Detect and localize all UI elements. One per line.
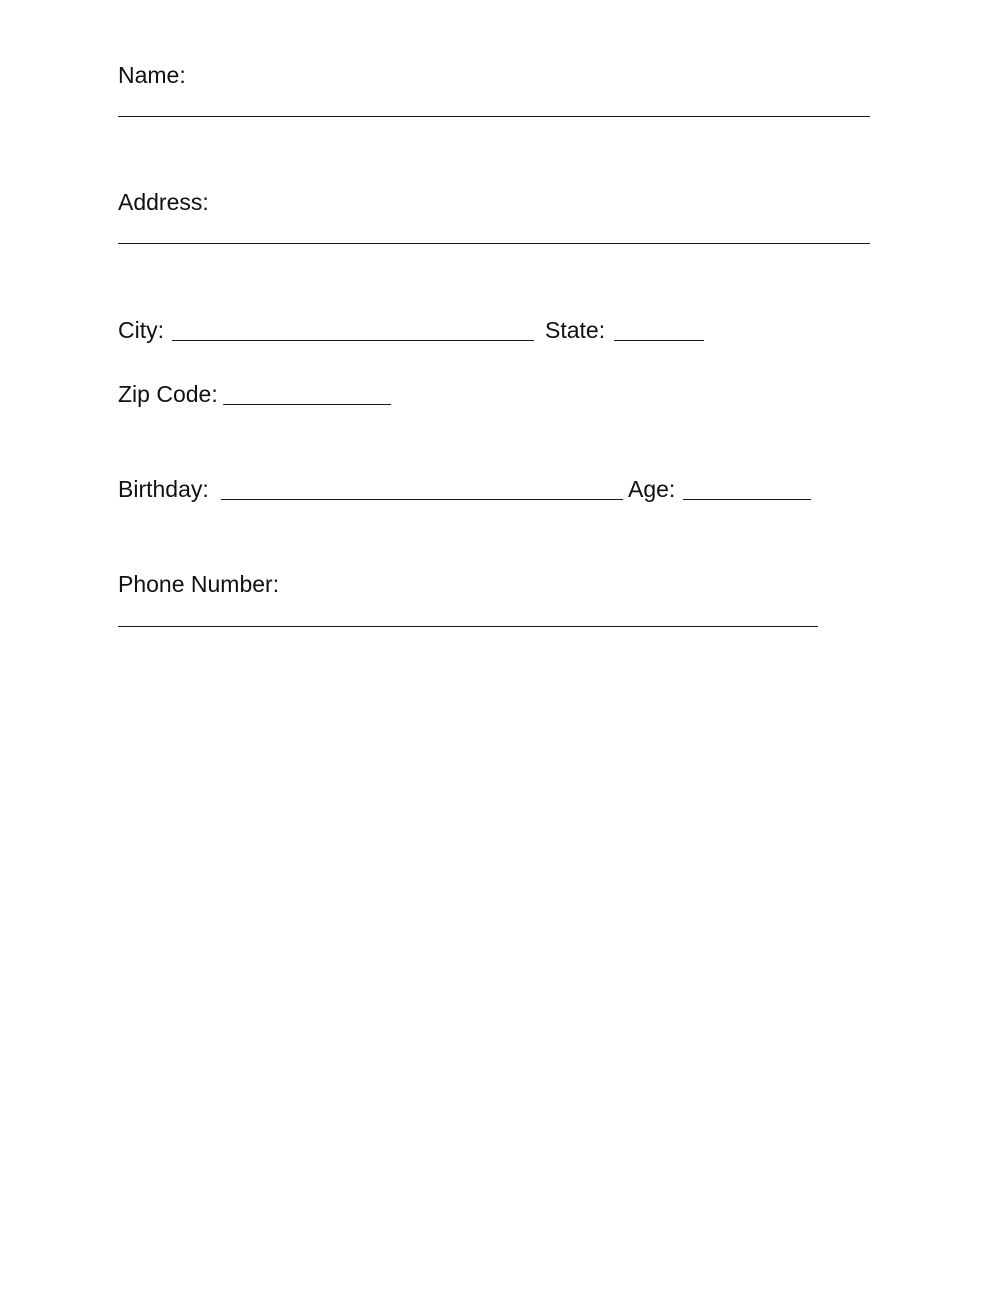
city-label: City:: [118, 317, 164, 343]
address-field-line[interactable]: [118, 243, 870, 244]
phone-number-field-line[interactable]: [118, 626, 818, 627]
zip-code-field-line[interactable]: [223, 404, 391, 405]
state-label: State:: [545, 317, 606, 343]
name-field-line[interactable]: [118, 116, 870, 117]
name-label: Name:: [118, 62, 186, 88]
city-field-line[interactable]: [172, 340, 534, 341]
address-label: Address:: [118, 189, 209, 215]
state-field-line[interactable]: [614, 340, 704, 341]
birthday-label: Birthday:: [118, 476, 209, 502]
birthday-field-line[interactable]: [221, 499, 623, 500]
phone-number-label: Phone Number:: [118, 571, 280, 597]
zip-code-label: Zip Code:: [118, 381, 218, 407]
age-label: Age:: [628, 476, 676, 502]
age-field-line[interactable]: [683, 499, 811, 500]
